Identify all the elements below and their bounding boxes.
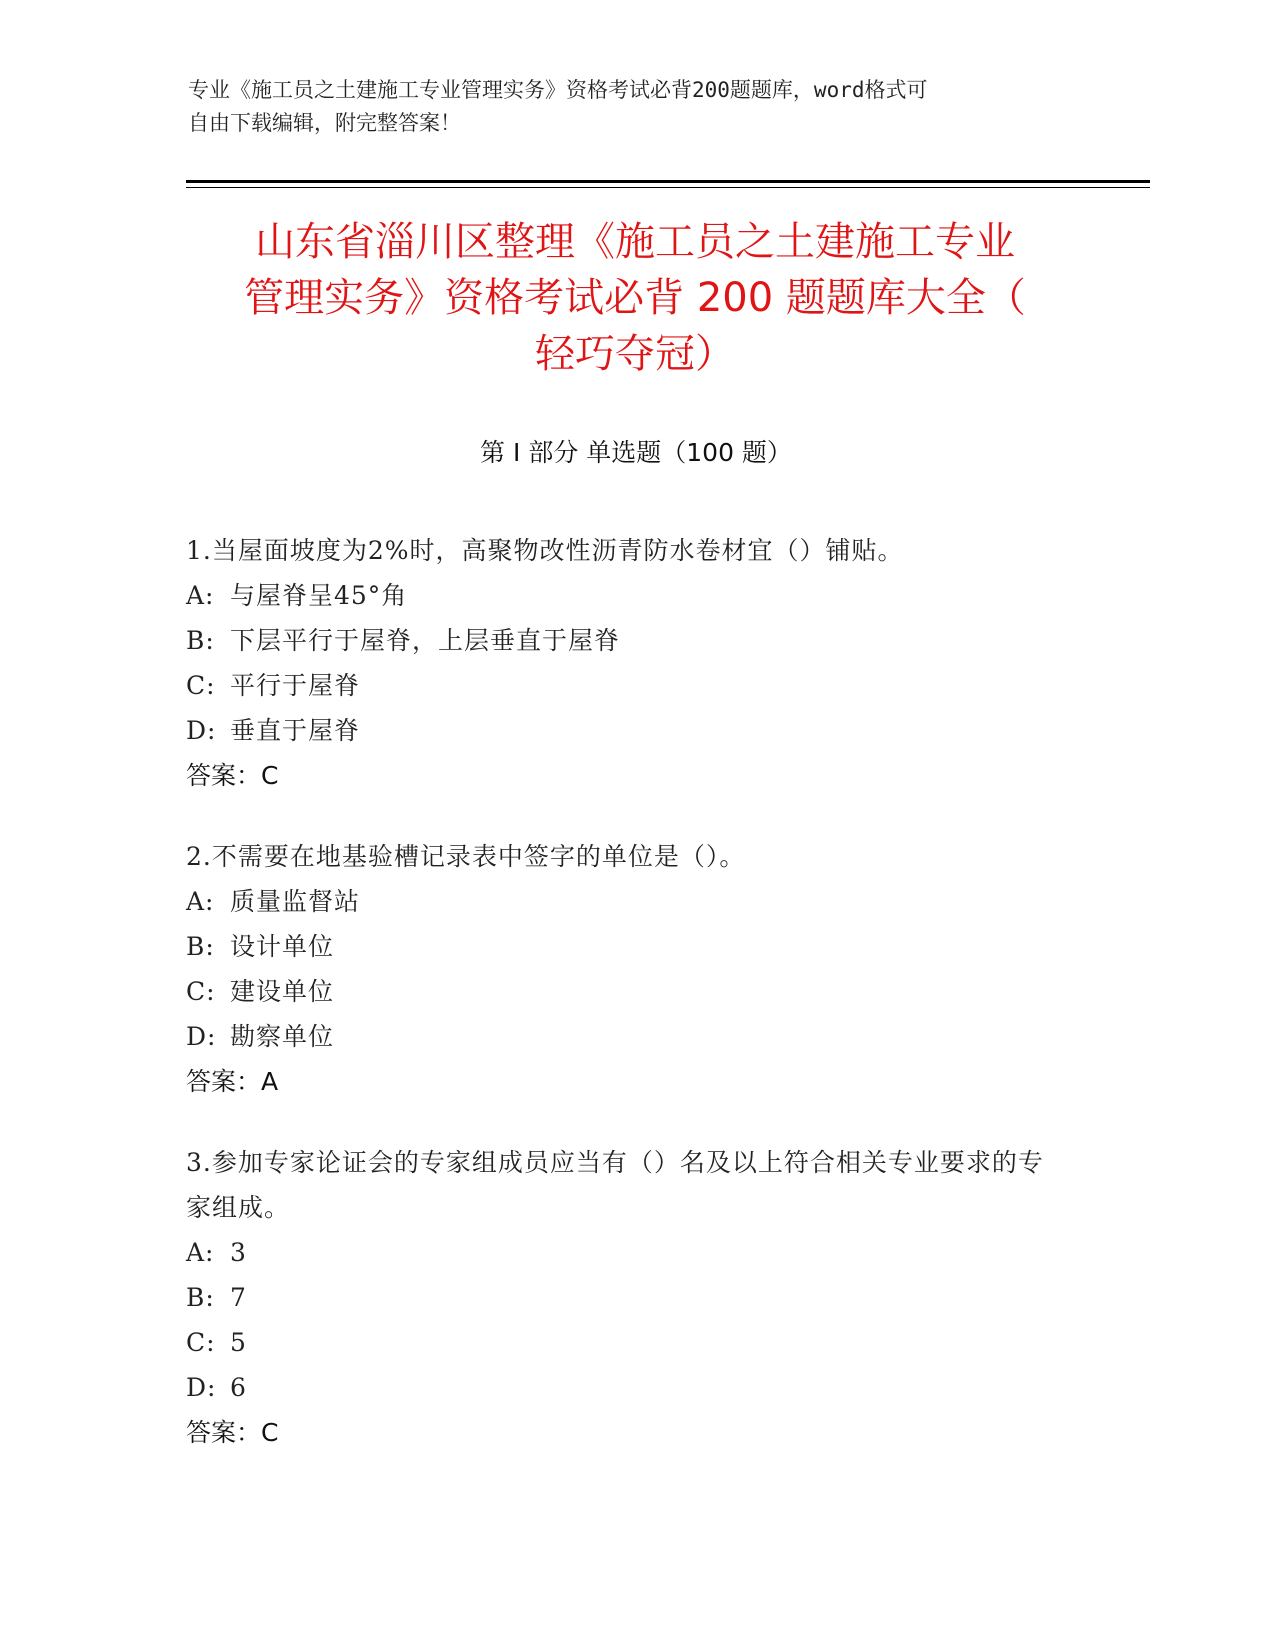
option-a (186, 879, 1066, 924)
document-title (190, 214, 1080, 382)
option-c (186, 663, 1066, 708)
document-title-line-1: 山东省淄川区整理《施工员之土建施工专业 (255, 219, 1015, 265)
header-note-line-2: 自由下载编辑，附完整答案！ (188, 111, 461, 135)
option-letter: C: (186, 671, 216, 700)
header-note-line-1: 专业《施工员之土建施工专业管理实务》资格考试必背200题题库，word格式可 (188, 78, 928, 102)
option-letter: B: (186, 1283, 215, 1312)
option-d (186, 1014, 1066, 1059)
option-text: 垂直于屋脊 (230, 716, 361, 745)
option-b (186, 924, 1066, 969)
option-text: 勘察单位 (230, 1022, 335, 1051)
option-b (186, 1275, 1066, 1320)
option-text: 建设单位 (230, 977, 335, 1006)
option-letter: B: (186, 932, 215, 961)
option-letter: D: (186, 716, 217, 745)
document-title-line-2: 管理实务》资格考试必背 200 题题库大全（ (244, 275, 1026, 321)
option-text: 7 (230, 1283, 247, 1312)
header-note (188, 74, 1068, 140)
option-letter: C: (186, 977, 216, 1006)
option-text: 6 (230, 1373, 247, 1402)
option-text: 3 (230, 1238, 247, 1267)
header-rule-thin (186, 187, 1150, 188)
option-d (186, 708, 1066, 753)
option-text: 质量监督站 (230, 887, 361, 916)
document-title-line-3: 轻巧夺冠） (535, 331, 735, 377)
header-rule-thick (186, 180, 1150, 183)
option-d (186, 1365, 1066, 1410)
question-item (186, 528, 1066, 798)
option-letter: D: (186, 1022, 217, 1051)
option-c (186, 969, 1066, 1014)
option-text: 与屋脊呈45°角 (230, 581, 408, 610)
option-c (186, 1320, 1066, 1365)
option-a (186, 573, 1066, 618)
answer-line: 答案：C (186, 1418, 279, 1447)
section-title: 第 I 部分 单选题（100 题） (480, 438, 792, 467)
question-item (186, 1140, 1066, 1455)
option-text: 设计单位 (230, 932, 335, 961)
option-b (186, 618, 1066, 663)
option-letter: D: (186, 1373, 217, 1402)
option-text: 平行于屋脊 (230, 671, 361, 700)
option-letter: C: (186, 1328, 216, 1357)
option-a (186, 1230, 1066, 1275)
option-text: 5 (230, 1328, 247, 1357)
option-letter: B: (186, 626, 215, 655)
question-list (186, 528, 1066, 1491)
question-item (186, 834, 1066, 1104)
option-letter: A: (186, 887, 215, 916)
question-stem: 2.不需要在地基验槽记录表中签字的单位是（）。 (186, 842, 746, 871)
option-letter: A: (186, 1238, 215, 1267)
answer-line: 答案：C (186, 761, 279, 790)
option-letter: A: (186, 581, 215, 610)
option-text: 下层平行于屋脊，上层垂直于屋脊 (230, 626, 621, 655)
question-stem: 1.当屋面坡度为2%时，高聚物改性沥青防水卷材宜（）铺贴。 (186, 536, 904, 565)
answer-line: 答案：A (186, 1067, 279, 1096)
question-stem: 3.参加专家论证会的专家组成员应当有（）名及以上符合相关专业要求的专家组成。 (186, 1148, 1044, 1222)
